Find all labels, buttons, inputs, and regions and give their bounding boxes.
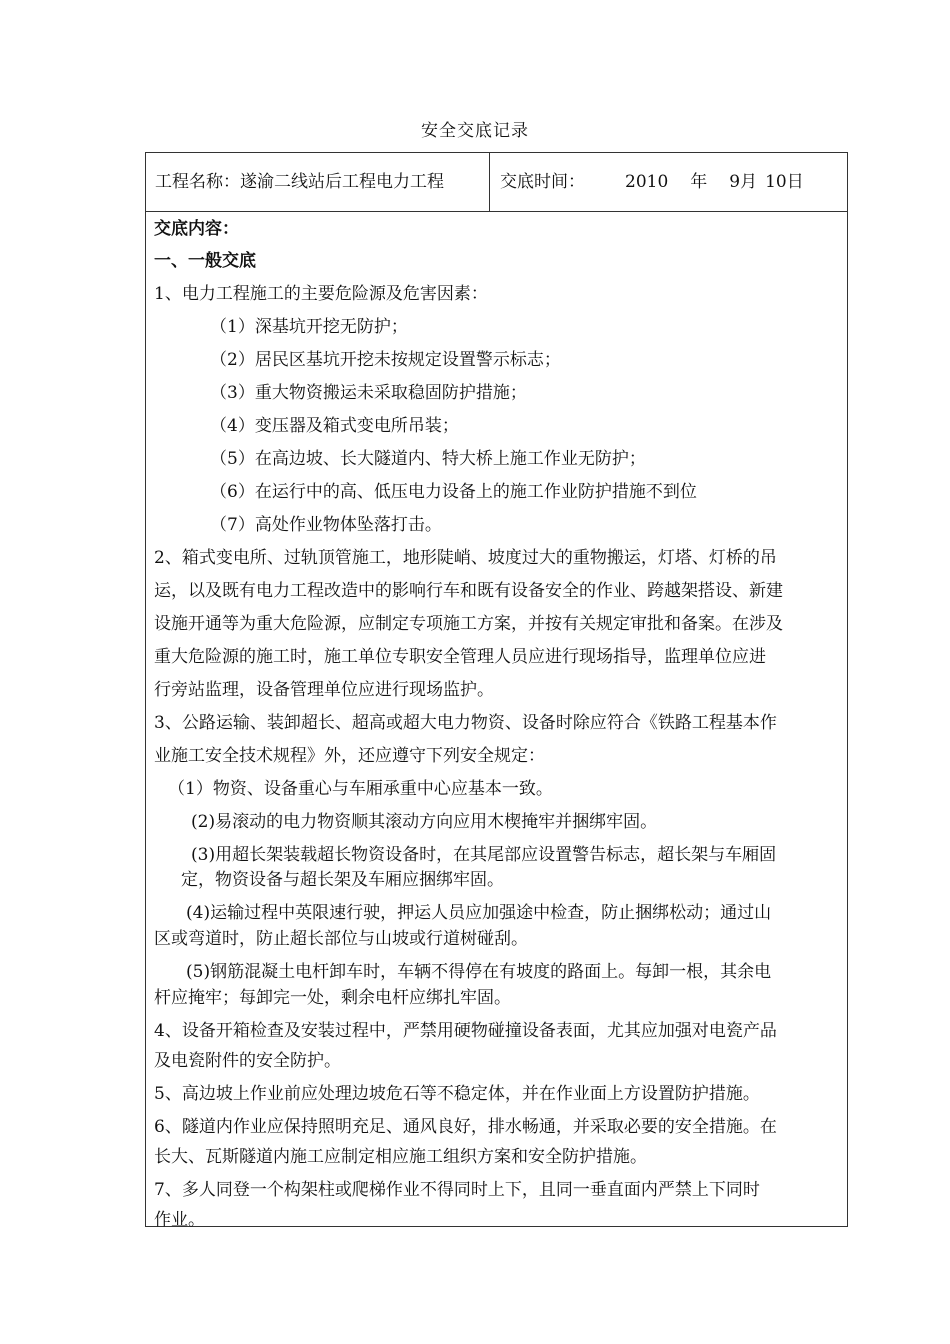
content-line: 业施工安全技术规程》外，还应遵守下列安全规定： (154, 746, 545, 766)
content-line: 区或弯道时，防止超长部位与山坡或行道树碰刮。 (154, 929, 528, 949)
content-line: 长大、瓦斯隧道内施工应制定相应施工组织方案和安全防护措施。 (154, 1147, 647, 1167)
content-line: （3）重大物资搬运未采取稳固防护措施； (210, 383, 527, 403)
date-day: 10日 (765, 172, 804, 192)
content-line: 运，以及既有电力工程改造中的影响行车和既有设备安全的作业、跨越架搭设、新建 (154, 581, 783, 601)
content-line: 6、隧道内作业应保持照明充足、通风良好，排水畅通，并采取必要的安全措施。在 (154, 1117, 777, 1137)
time-label: 交底时间： (500, 172, 585, 192)
content-line: （1）深基坑开挖无防护； (210, 317, 408, 337)
content-heading: 交底内容： (154, 219, 239, 239)
project-name: 遂渝二线站后工程电力工程 (240, 172, 444, 192)
content-line: 设施开通等为重大危险源，应制定专项施工方案，并按有关规定审批和备案。在涉及 (154, 614, 783, 634)
header-row (146, 153, 847, 212)
date-year: 2010 (625, 172, 669, 192)
section-heading: 一、一般交底 (154, 251, 256, 271)
content-line: 5、高边坡上作业前应处理边坡危石等不稳定体，并在作业面上方设置防护措施。 (154, 1084, 760, 1104)
content-line: （7）高处作业物体坠落打击。 (210, 515, 442, 535)
date-month: 9月 (729, 172, 758, 192)
content-line: 及电瓷附件的安全防护。 (154, 1051, 341, 1071)
content-line: 杆应掩牢；每卸完一处，剩余电杆应绑扎牢固。 (154, 988, 511, 1008)
content-line: (5)钢筋混凝土电杆卸车时，车辆不得停在有坡度的路面上。每卸一根，其余电 (186, 962, 772, 982)
date-year-unit: 年 (690, 172, 708, 192)
content-line: （5）在高边坡、长大隧道内、特大桥上施工作业无防护； (210, 449, 646, 469)
content-line: (4)运输过程中英限速行驶，押运人员应加强途中检查，防止捆绑松动；通过山 (186, 903, 772, 923)
content-line: (2)易滚动的电力物资顺其滚动方向应用木楔掩牢并捆绑牢固。 (191, 812, 658, 832)
content-line: (3)用超长架装载超长物资设备时，在其尾部应设置警告标志，超长架与车厢固 (191, 845, 777, 865)
content-line: （1）物资、设备重心与车厢承重中心应基本一致。 (168, 779, 553, 799)
content-line: 重大危险源的施工时，施工单位专职安全管理人员应进行现场指导，监理单位应进 (154, 647, 766, 667)
project-label: 工程名称： (155, 172, 240, 192)
content-line: 行旁站监理，设备管理单位应进行现场监护。 (154, 680, 494, 700)
content-line: 3、公路运输、装卸超长、超高或超大电力物资、设备时除应符合《铁路工程基本作 (154, 713, 777, 733)
content-line: 1、电力工程施工的主要危险源及危害因素： (154, 284, 488, 304)
record-table (145, 152, 848, 1230)
document-title: 安全交底记录 (421, 121, 529, 141)
content-line: 定，物资设备与超长架及车厢应捆绑牢固。 (181, 870, 504, 890)
content-line: 4、设备开箱检查及安装过程中，严禁用硬物碰撞设备表面，尤其应加强对电瓷产品 (154, 1021, 777, 1041)
content-line: 作业。 (154, 1210, 205, 1230)
content-line: （4）变压器及箱式变电所吊装； (210, 416, 459, 436)
time-cell (490, 153, 847, 211)
content-line: （2）居民区基坑开挖未按规定设置警示标志； (210, 350, 561, 370)
content-line: 7、多人同登一个构架柱或爬梯作业不得同时上下，且同一垂直面内严禁上下同时 (154, 1180, 760, 1200)
content-line: 2、箱式变电所、过轨顶管施工，地形陡峭、坡度过大的重物搬运，灯塔、灯桥的吊 (154, 548, 777, 568)
project-cell (146, 153, 490, 211)
content-line: （6）在运行中的高、低压电力设备上的施工作业防护措施不到位 (210, 482, 697, 502)
